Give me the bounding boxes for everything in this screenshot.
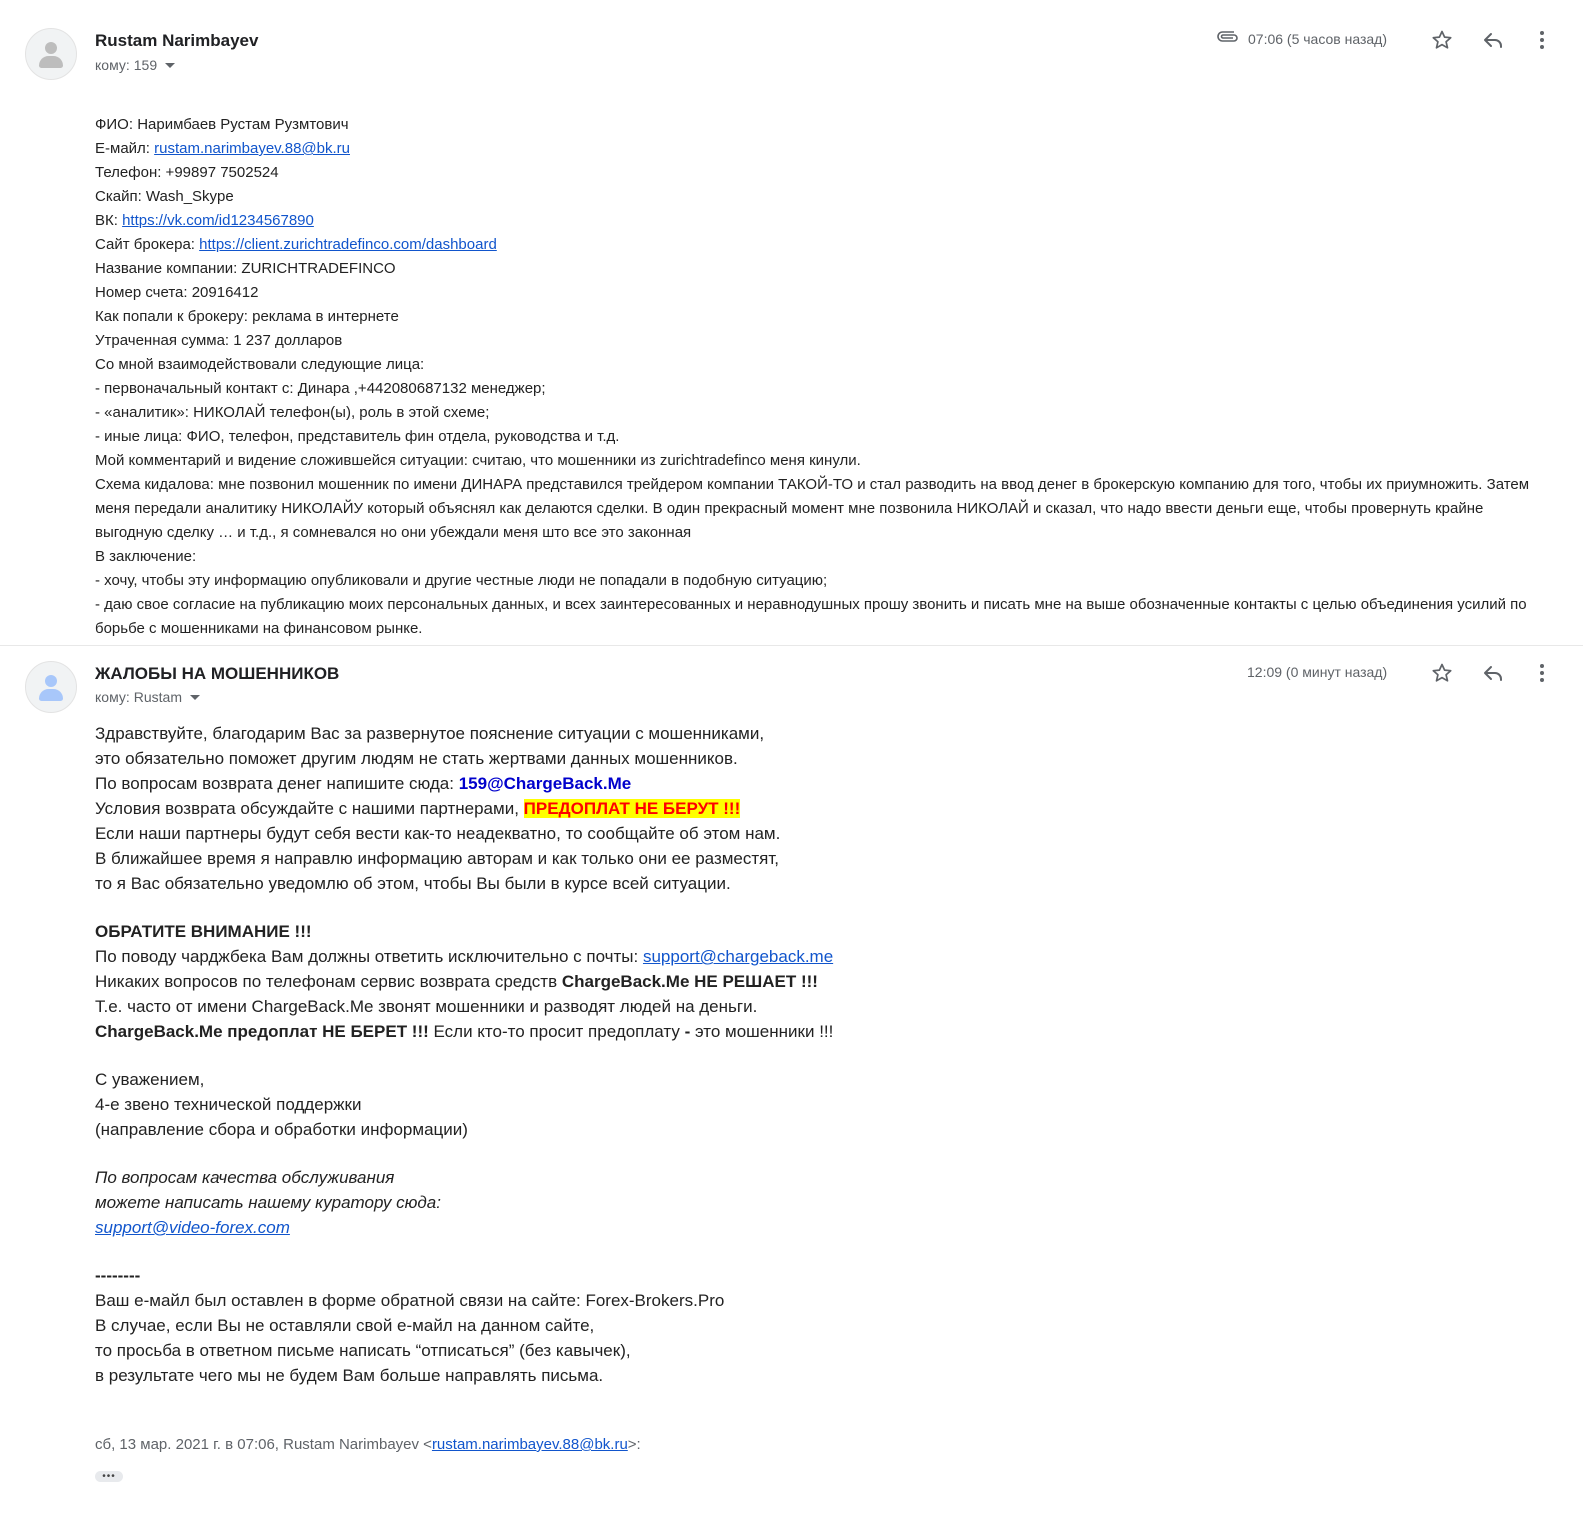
to-label: кому: xyxy=(95,689,130,705)
person-icon-body xyxy=(39,689,63,701)
field-how: Как попали к брокеру: реклама в интернете xyxy=(95,308,399,325)
sender-name[interactable]: ЖАЛОБЫ НА МОШЕННИКОВ xyxy=(95,664,340,683)
email-link[interactable]: rustam.narimbayev.88@bk.ru xyxy=(154,140,350,157)
footer-line-1: Ваш е-майл был оставлен в форме обратной связи на сайте: Forex-Brokers.Pro xyxy=(95,1291,725,1310)
person-icon-head xyxy=(45,42,57,54)
conclusion-label: В заключение: xyxy=(95,548,197,565)
timestamp: 12:09 (0 минут назад) xyxy=(1247,664,1388,680)
reply-body xyxy=(95,721,1095,1388)
quote-email-link[interactable]: rustam.narimbayev.88@bk.ru xyxy=(431,1436,628,1453)
person-icon-head xyxy=(45,675,57,687)
contact-2: - «аналитик»: НИКОЛАЙ телефон(ы), роль в этой схеме; xyxy=(95,404,490,421)
vk-link[interactable]: https://vk.com/id1234567890 xyxy=(122,212,314,229)
quality-line-1: По вопросам качества обслуживания xyxy=(95,1168,395,1187)
sender-name[interactable]: Rustam Narimbayev xyxy=(95,31,259,50)
attention-line-4 xyxy=(95,1019,1095,1044)
phone-warning-bold: ChargeBack.Me НЕ РЕШАЕТ !!! xyxy=(561,972,818,991)
reply-line-7: то я Вас обязательно уведомлю об этом, чтобы Вы были в курсе всей ситуации. xyxy=(95,874,731,893)
quality-line-2: можете написать нашему куратору сюда: xyxy=(95,1193,441,1212)
refund-email[interactable]: 159@ChargeBack.Me xyxy=(458,774,632,793)
broker-site-link[interactable]: https://client.zurichtradefinco.com/dashboard xyxy=(199,236,497,253)
to-value: Rustam xyxy=(133,689,182,705)
show-trimmed-content-button[interactable]: ••• xyxy=(95,1471,123,1482)
reply-line-6: В ближайшее время я направлю информацию авторам и как только они ее разместят, xyxy=(95,849,780,868)
support-text: По поводу чарджбека Вам должны ответить исключительно с почты: xyxy=(95,947,643,966)
field-vk xyxy=(95,209,1555,233)
avatar[interactable] xyxy=(25,661,77,713)
reply-line-2: это обязательно поможет другим людям не стать жертвами данных мошенников. xyxy=(95,749,738,768)
no-prepay-end: это мошенники !!! xyxy=(694,1022,834,1041)
contact-3: - иные лица: ФИО, телефон, представитель фин отдела, руководства и т.д. xyxy=(95,428,620,445)
vk-label: ВК: xyxy=(95,212,123,229)
field-lost: Утраченная сумма: 1 237 долларов xyxy=(95,332,343,349)
recipient-line[interactable] xyxy=(95,57,175,73)
quoted-header xyxy=(95,1436,641,1453)
no-prepay-dash: - xyxy=(679,1022,695,1041)
signature-line-2: (направление сбора и обработки информации) xyxy=(95,1120,468,1139)
field-scheme: Схема кидалова: мне позвонил мошенник по имени ДИНАРА представился трейдером компании ТАКОЙ-ТО и стал разводить на ввод денег в брокерскую компанию для того, чтобы их приумножить. Затем меня передали аналитику НИКОЛАЙУ который объяснял как делаются сделки. В один прекрасный момент мне позвонила НИКОЛАЙ и сказал, что надо ввести деньги еще, чтобы провернуть крайне выгодную сделку … и т.д., я сомневался но они убеждали меня што все это законная xyxy=(95,476,1530,541)
reply-line-3 xyxy=(95,771,1095,796)
terms-text: Условия возврата обсуждайте с нашими партнерами, xyxy=(95,799,524,818)
field-persons: Со мной взаимодействовали следующие лица: xyxy=(95,356,425,373)
field-fio: ФИО: Наримбаев Рустам Рузмтович xyxy=(95,116,349,133)
field-phone: Телефон: +99897 7502524 xyxy=(95,164,279,181)
refund-text: По вопросам возврата денег напишите сюда: xyxy=(95,774,459,793)
message-body xyxy=(95,113,1555,641)
paperclip-icon xyxy=(1216,29,1240,45)
footer-line-3: то просьба в ответном письме написать “отписаться” (без кавычек), xyxy=(95,1341,631,1360)
no-prepay-bold: ChargeBack.Me предоплат НЕ БЕРЕТ !!! xyxy=(95,1022,429,1041)
quote-prefix: сб, 13 мар. 2021 г. в 07:06, Rustam Narimbayev < xyxy=(95,1436,432,1453)
quality-link-row xyxy=(95,1215,1095,1240)
attention-heading: ОБРАТИТЕ ВНИМАНИЕ !!! xyxy=(95,922,312,941)
person-icon-body xyxy=(39,56,63,68)
star-icon[interactable] xyxy=(1430,661,1454,685)
conclusion-want: - хочу, чтобы эту информацию опубликовали и другие честные люди не попадали в подобную ситуацию; xyxy=(95,572,828,589)
chevron-down-icon[interactable] xyxy=(190,695,200,700)
more-vert-icon[interactable] xyxy=(1530,661,1554,685)
attention-line-1 xyxy=(95,944,1095,969)
field-broker-site xyxy=(95,233,1555,257)
regards: С уважением, xyxy=(95,1070,205,1089)
no-prepay-text: Если кто-то просит предоплату xyxy=(428,1022,680,1041)
to-value: 159 xyxy=(133,57,158,73)
timestamp: 07:06 (5 часов назад) xyxy=(1248,31,1388,47)
star-icon[interactable] xyxy=(1430,28,1454,52)
footer-line-4: в результате чего мы не будем Вам больше направлять письма. xyxy=(95,1366,604,1385)
reply-icon[interactable] xyxy=(1481,661,1505,685)
attention-line-3: Т.е. часто от имени ChargeBack.Me звонят мошенники и разводят людей на деньги. xyxy=(95,997,758,1016)
reply-line-1: Здравствуйте, благодарим Вас за развернутое пояснение ситуации с мошенниками, xyxy=(95,724,765,743)
quote-suffix: >: xyxy=(627,1436,641,1453)
conclusion-consent: - даю свое согласие на публикацию моих персональных данных, и всех заинтересованных и неравнодушных прошу звонить и писать мне на выше обозначенные контакты с целью объединения усилий по борьбе с мошенниками на финансовом рынке. xyxy=(95,596,1527,637)
email-label: E-майл: xyxy=(95,140,155,157)
to-label: кому: xyxy=(95,57,130,73)
field-comment: Мой комментарий и видение сложившейся ситуации: считаю, что мошенники из zurichtradefinco меня кинули. xyxy=(95,452,861,469)
chevron-down-icon[interactable] xyxy=(165,63,175,68)
recipient-line[interactable] xyxy=(95,689,200,705)
curator-email-link[interactable]: support@video-forex.com xyxy=(95,1218,290,1237)
reply-line-4 xyxy=(95,796,1095,821)
phone-warning-text: Никаких вопросов по телефонам сервис возврата средств xyxy=(95,972,562,991)
more-vert-icon[interactable] xyxy=(1530,28,1554,52)
reply-line-5: Если наши партнеры будут себя вести как-то неадекватно, то сообщайте об этом нам. xyxy=(95,824,781,843)
reply-icon[interactable] xyxy=(1481,28,1505,52)
field-account: Номер счета: 20916412 xyxy=(95,284,259,301)
avatar[interactable] xyxy=(25,28,77,80)
signature-line-1: 4-е звено технической поддержки xyxy=(95,1095,362,1114)
separator: -------- xyxy=(95,1266,141,1285)
contact-1: - первоначальный контакт с: Динара ,+442080687132 менеджер; xyxy=(95,380,546,397)
broker-site-label: Сайт брокера: xyxy=(95,236,200,253)
attention-line-2 xyxy=(95,969,1095,994)
footer-line-2: В случае, если Вы не оставляли свой е-майл на данном сайте, xyxy=(95,1316,595,1335)
no-prepayment-highlight: ПРЕДОПЛАТ НЕ БЕРУТ !!! xyxy=(523,799,741,818)
field-email xyxy=(95,137,1555,161)
field-skype: Скайп: Wash_Skype xyxy=(95,188,234,205)
support-email-link[interactable]: support@chargeback.me xyxy=(642,947,834,966)
email-message-1 xyxy=(0,0,1583,646)
field-company: Название компании: ZURICHTRADEFINCO xyxy=(95,260,396,277)
